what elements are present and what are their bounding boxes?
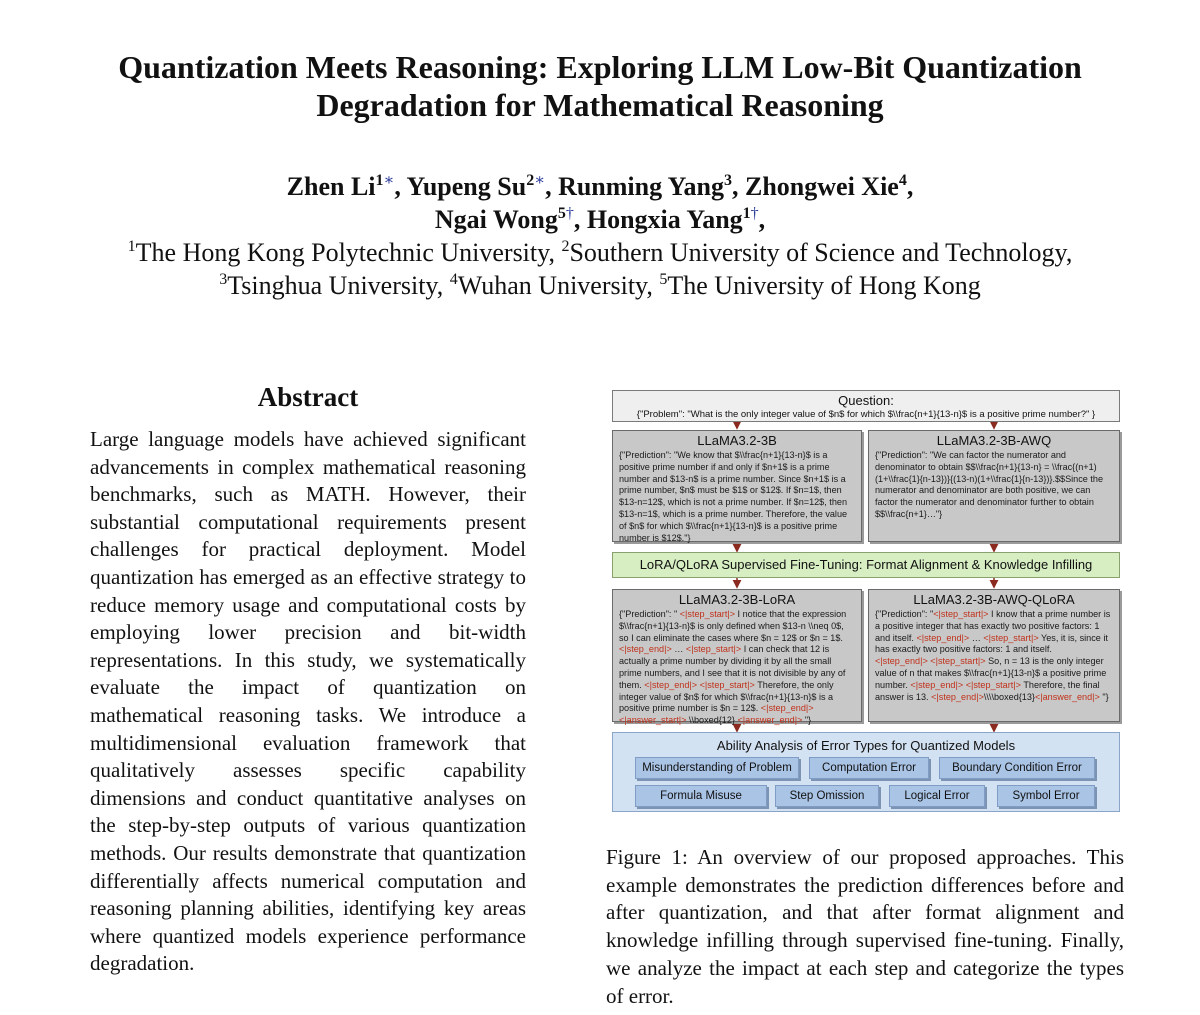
author-mark: † (750, 205, 759, 222)
special-token: <|answer_end|> (1034, 691, 1100, 702)
special-token: <|step_end|> (760, 703, 814, 714)
prediction-segment: I can check that 12 is actually a prime number by dividing it by all the small prime numbers, and I see that it is not divisible by any of them. (619, 644, 846, 690)
error-chip: Computation Error (809, 757, 929, 779)
prediction-segment: "} (1099, 691, 1109, 702)
abstract-heading: Abstract (257, 382, 359, 412)
special-token: <|step_start|> (983, 632, 1039, 643)
affil-name: Tsinghua University (227, 271, 437, 300)
prediction-segment: {"Prediction": " (875, 609, 934, 619)
llama-title: LLaMA3.2-3B (697, 433, 777, 448)
special-token: <|answer_end|> (737, 715, 803, 726)
author-name: Hongxia Yang (586, 205, 743, 234)
author-mark: ∗ (534, 172, 546, 189)
affil-number: 2 (561, 238, 570, 255)
author-affil-number: 5 (557, 205, 566, 222)
special-token: <|step_start|> (930, 656, 986, 667)
affil-separator: , (646, 271, 660, 300)
prediction-segment: … (969, 632, 984, 643)
lora-title: LLaMA3.2-3B-LoRA (678, 592, 796, 607)
author-affil-number: 3 (724, 172, 732, 189)
figure-caption: Figure 1: An overview of our proposed approaches. This example demonstrates the prediction differences before and after quantization, and that after format alignment and knowledge infilling through supervised fine-tuning. Finally, we analyze the impact at each step and categorize the types of error. (606, 845, 1124, 1008)
error-analysis-title: Ability Analysis of Error Types for Quantized Models (716, 738, 1016, 753)
author-mark: ∗ (383, 172, 395, 189)
awq-prediction-text: {"Prediction": "We can factor the numerator and denominator to obtain $$\\frac{n+1}{13-n} = \\frac{(n+1)(1+\\frac{1}{n-13})}{(13-n)(1+\\frac{1}{n-13})}.$$Since the numerator and denominator are both positive, we can factor the numerator and denominator further to obtain $$\\frac{n+1}…"} (875, 450, 1104, 519)
special-token: <|step_end|> (619, 644, 672, 655)
special-token: <|step_start|> (685, 644, 742, 655)
author-separator: , (906, 172, 914, 201)
paper-title: Quantization Meets Reasoning: Exploring LLM Low-Bit Quantization Degradation for Mathematical Reasoning (118, 49, 1082, 123)
prediction-segment: "} (802, 715, 812, 726)
prediction-segment: \\boxed{12} (686, 715, 738, 726)
prediction-segment: Therefore, the final answer is 13. (875, 679, 1100, 702)
special-token: <|step_start|> (933, 609, 989, 619)
error-chip: Misunderstanding of Problem (635, 757, 799, 779)
special-token: <|step_start|> (679, 609, 736, 619)
qlora-title: LLaMA3.2-3B-AWQ-QLoRA (913, 592, 1075, 607)
lora-prediction-box (612, 589, 862, 726)
affil-number: 4 (449, 271, 458, 288)
author-affil-number: 4 (898, 172, 907, 189)
affil-separator: , (548, 238, 562, 267)
affil-separator: , (436, 271, 450, 300)
special-token: <|step_end|> (931, 691, 984, 702)
author-separator: , (394, 172, 407, 201)
error-chip: Symbol Error (997, 785, 1095, 807)
author-list (40, 170, 1160, 236)
error-chip: Boundary Condition Error (939, 757, 1095, 779)
error-chip: Step Omission (775, 785, 879, 807)
lora-prediction-text (613, 609, 861, 727)
special-token: <|step_end|> (644, 679, 698, 690)
affil-number: 1 (127, 238, 136, 255)
author-separator: , (758, 205, 766, 234)
prediction-segment: Yes, it is, since it has exactly two positive factors: 1 and itself. (875, 632, 1108, 655)
author-separator: , (545, 172, 559, 201)
awq-prediction-box (868, 430, 1120, 542)
prediction-segment: I notice that the expression $\\frac{n+1}{13-n}$ is only defined when $13-n \\neq 0$, so I can eliminate the cases where $n = 12$ or $n = 1$. (619, 609, 847, 643)
special-token: <|step_end|> (910, 679, 964, 690)
llama-prediction-text: {"Prediction": "We know that $\\frac{n+1}{13-n}$ is a positive prime number if and only if $n+1$ is a prime number and $13-n$ is a prime number. Since $n+1$ is a prime number, $n$ must be $1$ or $12$. If $n=1$, then $13-n=12$, which is not a prime number. If $n=12$, then $13-n=1$, which is a prime number. Therefore, the value of $n$ for which $\\frac{n+1}{13-n}$ is a positive prime number is $12$."} (619, 450, 848, 543)
awq-title: LLaMA3.2-3B-AWQ (936, 433, 1052, 448)
special-token: <|step_start|> (699, 679, 755, 690)
special-token: <|step_start|> (965, 679, 1021, 690)
qlora-prediction-box (868, 589, 1120, 722)
special-token: <|step_end|> (916, 632, 970, 643)
error-chip: Logical Error (889, 785, 985, 807)
author-separator: , (573, 205, 587, 234)
figure-1 (606, 386, 1124, 816)
author-name: Runming Yang (558, 172, 724, 201)
affil-name: The University of Hong Kong (667, 271, 981, 300)
affil-name: The Hong Kong Polytechnic University (135, 238, 549, 267)
prediction-segment: I know that a prime number is a positive integer that has exactly two positive factors: 1 and itself. (875, 609, 1111, 643)
question-text: {"Problem": "What is the only integer value of $n$ for which $\\frac{n+1}{13-n}$ is a positive prime number?" } (636, 409, 1096, 420)
abstract-text: Large language models have achieved significant advancements in complex mathematical reasoning benchmarks, such as MATH. However, their substantial computational requirements present challenges for practical deployment. Model quantization has emerged as an effective strategy to reduce memory usage and computational costs by employing lower precision and bit-width representations. In this study, we systematically evaluate the impact of quantization on mathematical reasoning tasks. We introduce a multidimensional evaluation framework that qualitatively assesses specific capability dimensions and conduct quantitative analyses on the step-by-step outputs of various quantization methods. Our results demonstrate that quantization differentially affects numerical computation and reasoning planning abilities, identifying key areas where quantized models experience performance degradation. (90, 427, 526, 976)
prediction-segment: {"Prediction": " (619, 609, 680, 619)
author-name: Yupeng Su (406, 172, 527, 201)
author-affil-number: 1 (375, 172, 384, 189)
author-affil-number: 2 (526, 172, 535, 189)
prediction-segment: Therefore, the only integer value of $n$ for which $\\frac{n+1}{13-n}$ is a positive prime number is $n = 12$. (619, 679, 834, 714)
qlora-prediction-text (869, 609, 1119, 703)
special-token: <|step_end|> (875, 656, 928, 667)
affiliation-list (40, 236, 1160, 302)
affil-number: 5 (659, 271, 668, 288)
affil-name: Wuhan University (457, 271, 647, 300)
author-mark: † (565, 205, 574, 222)
question-box (612, 390, 1120, 422)
question-title: Question: (838, 393, 894, 408)
affil-number: 3 (219, 271, 228, 288)
error-chip: Formula Misuse (635, 785, 767, 807)
prediction-segment: … (671, 644, 686, 655)
affil-separator: , (1065, 238, 1073, 267)
author-separator: , (732, 172, 745, 201)
finetune-box: LoRA/QLoRA Supervised Fine-Tuning: Format Alignment & Knowledge Infilling (612, 552, 1120, 578)
author-name: Ngai Wong (434, 205, 558, 234)
author-name: Zhen Li (286, 172, 376, 201)
llama-prediction-box (612, 430, 862, 542)
author-affil-number: 1 (742, 205, 751, 222)
special-token: <|answer_start|> (619, 715, 687, 726)
author-name: Zhongwei Xie (745, 172, 899, 201)
affil-name: Southern University of Science and Technology (569, 238, 1066, 267)
prediction-segment: \\\\boxed{13} (983, 691, 1035, 702)
error-analysis-box (612, 732, 1120, 812)
prediction-segment: So, n = 13 is the only integer value of n that makes $\\frac{n+1}{13-n}$ a positive prime number. (875, 656, 1107, 690)
